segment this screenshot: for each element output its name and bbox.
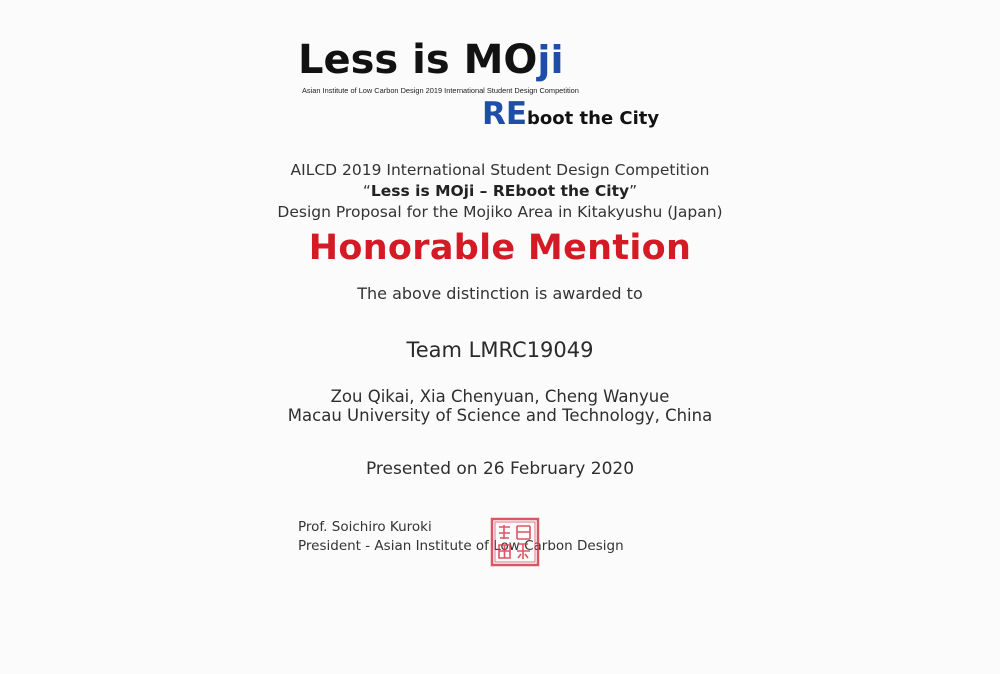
logo-ji-text: ji [537,38,564,82]
presented-date: Presented on 26 February 2020 [365,459,635,479]
competition-theme [0,182,1000,200]
proposal-title: Design Proposal for the Mojiko Area in Kitakyushu (Japan) [277,203,723,221]
red-seal-stamp-icon [490,517,540,567]
logo-reboot-text: boot the City [527,108,660,129]
team-name: Team LMRC19049 [406,338,594,362]
logo-re-text: RE [482,96,528,132]
signer-name: Prof. Soichiro Kuroki [298,519,432,535]
competition-title: AILCD 2019 International Student Design Competition [290,161,710,179]
theme-text: Less is MOji – REboot the City [370,182,630,200]
open-quote: “ [362,182,371,200]
distinction-text: The above distinction is awarded to [357,284,643,303]
team-members: Zou Qikai, Xia Chenyuan, Cheng Wanyue [330,387,670,406]
logo-main-text: Less is MO [298,37,538,83]
logo-reboot [482,96,659,137]
logo-subtitle: Asian Institute of Low Carbon Design 2019 International Student Design Competition [302,86,579,95]
university-name: Macau University of Science and Technology, China [287,406,713,425]
signer-title: President - Asian Institute of Low Carbon Design [298,538,624,554]
close-quote: ” [629,182,638,200]
award-title: Honorable Mention [308,228,692,268]
competition-logo [298,38,563,82]
